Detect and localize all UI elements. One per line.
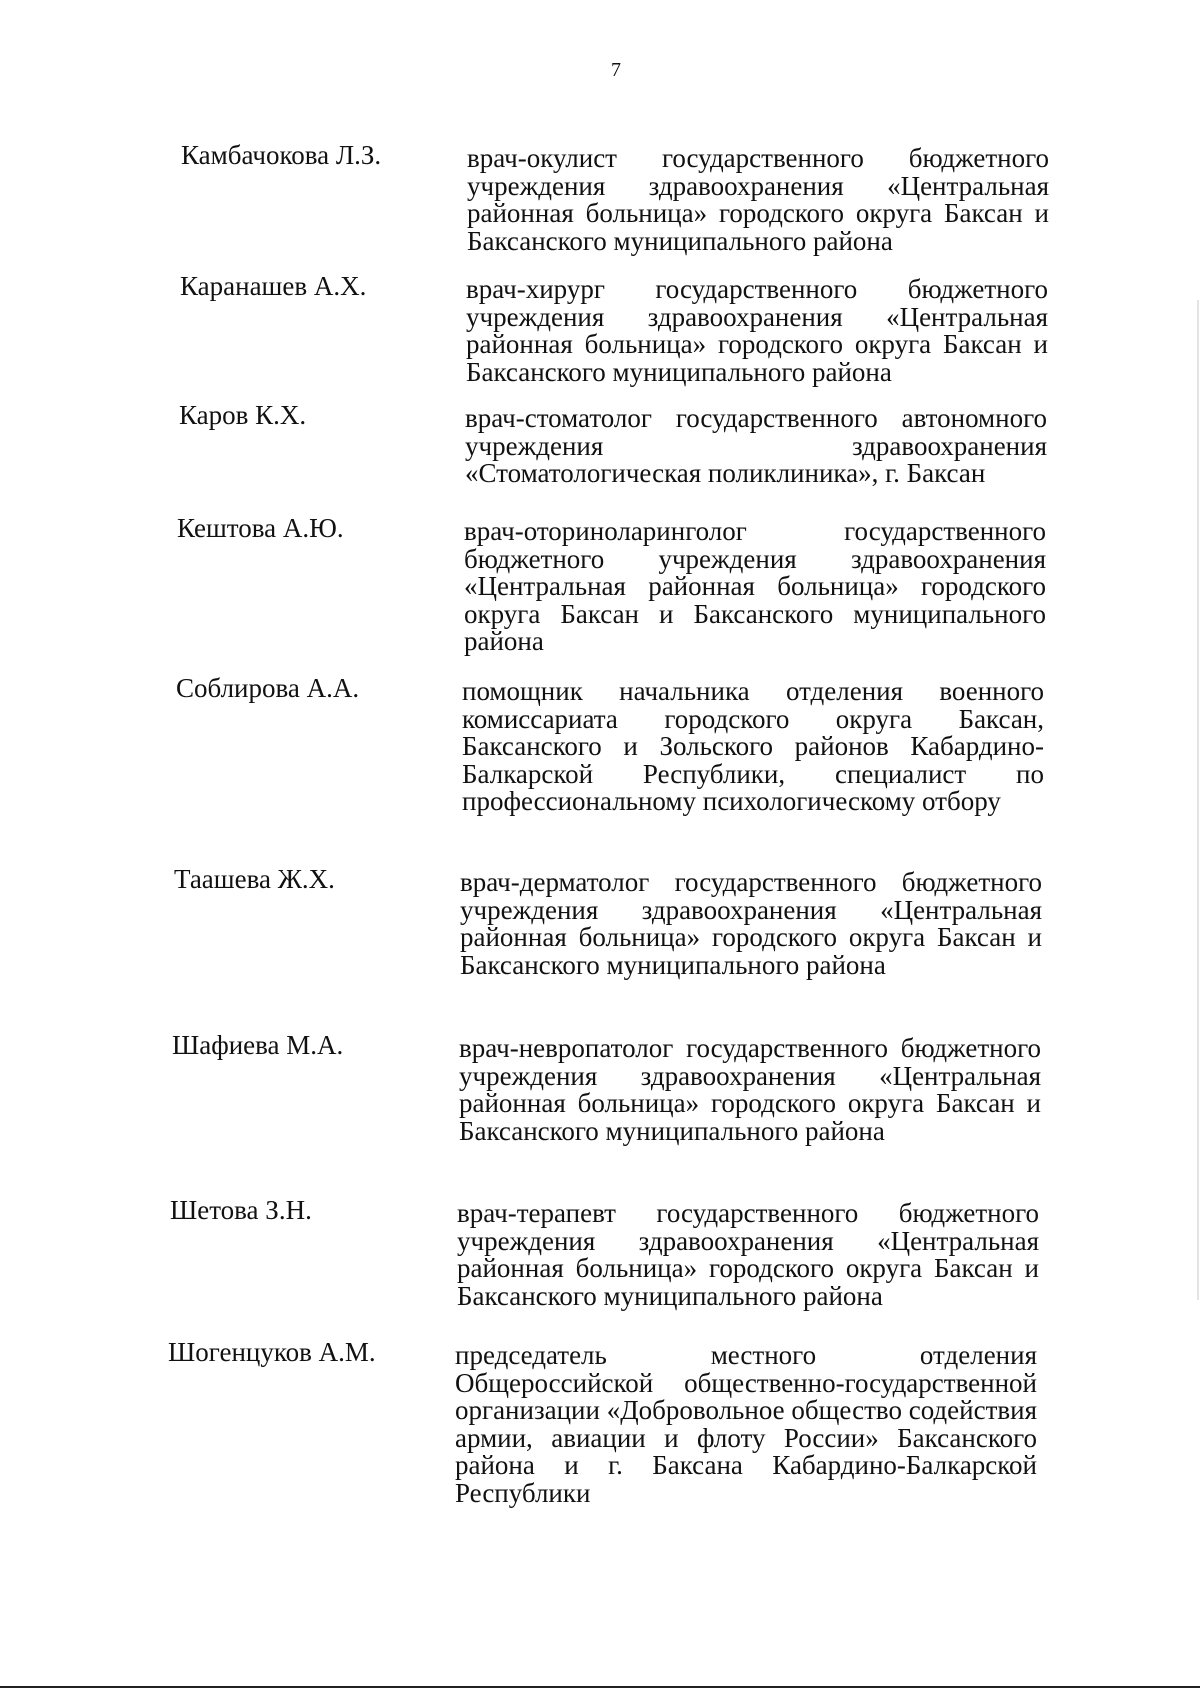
member-name: Каранашев А.Х. [180, 271, 367, 301]
member-name: Шафиева М.А. [172, 1030, 344, 1060]
member-name: Шетова З.Н. [170, 1195, 312, 1225]
member-position: председатель местного отделения Общероссийской общественно-государственной организации «Добровольное общество содействия армии, авиации и флоту России» Баксанского района и г. Баксана Кабардино-Балкарской Республики [455, 1340, 1037, 1508]
page-number: 7 [611, 59, 621, 81]
member-position: врач-хирург государственного бюджетного учреждения здравоохранения «Центральная районная больница» городского округа Баксан и Баксанского муниципального района [466, 274, 1048, 387]
member-position: помощник начальника отделения военного комиссариата городского округа Баксан, Баксанского и Зольского районов Кабардино-Балкарской Республики, специалист по профессиональному психологическому отбору [462, 676, 1044, 816]
member-position: врач-дерматолог государственного бюджетного учреждения здравоохранения «Центральная районная больница» городского округа Баксан и Баксанского муниципального района [460, 867, 1042, 980]
member-position: врач-терапевт государственного бюджетного учреждения здравоохранения «Центральная районная больница» городского округа Баксан и Баксанского муниципального района [457, 1198, 1039, 1311]
member-name: Камбачокова Л.З. [181, 140, 382, 170]
member-name: Таашева Ж.Х. [174, 864, 335, 894]
scan-bottom-edge [0, 1686, 1200, 1688]
member-name: Шогенцуков А.М. [168, 1337, 376, 1367]
member-name: Соблирова А.А. [176, 673, 360, 703]
member-name: Каров К.Х. [179, 400, 307, 430]
member-position: врач-стоматолог государственного автономного учреждения здравоохранения «Стоматологическая поликлиника», г. Баксан [465, 403, 1047, 488]
member-name: Кештова А.Ю. [177, 513, 344, 543]
scan-edge [1197, 300, 1199, 1300]
member-position: врач-невропатолог государственного бюджетного учреждения здравоохранения «Центральная районная больница» городского округа Баксан и Баксанского муниципального района [459, 1033, 1041, 1146]
member-position: врач-оториноларинголог государственного бюджетного учреждения здравоохранения «Центральная районная больница» городского округа Баксан и Баксанского муниципального района [464, 516, 1046, 656]
member-position: врач-окулист государственного бюджетного учреждения здравоохранения «Центральная районная больница» городского округа Баксан и Баксанского муниципального района [467, 143, 1049, 256]
